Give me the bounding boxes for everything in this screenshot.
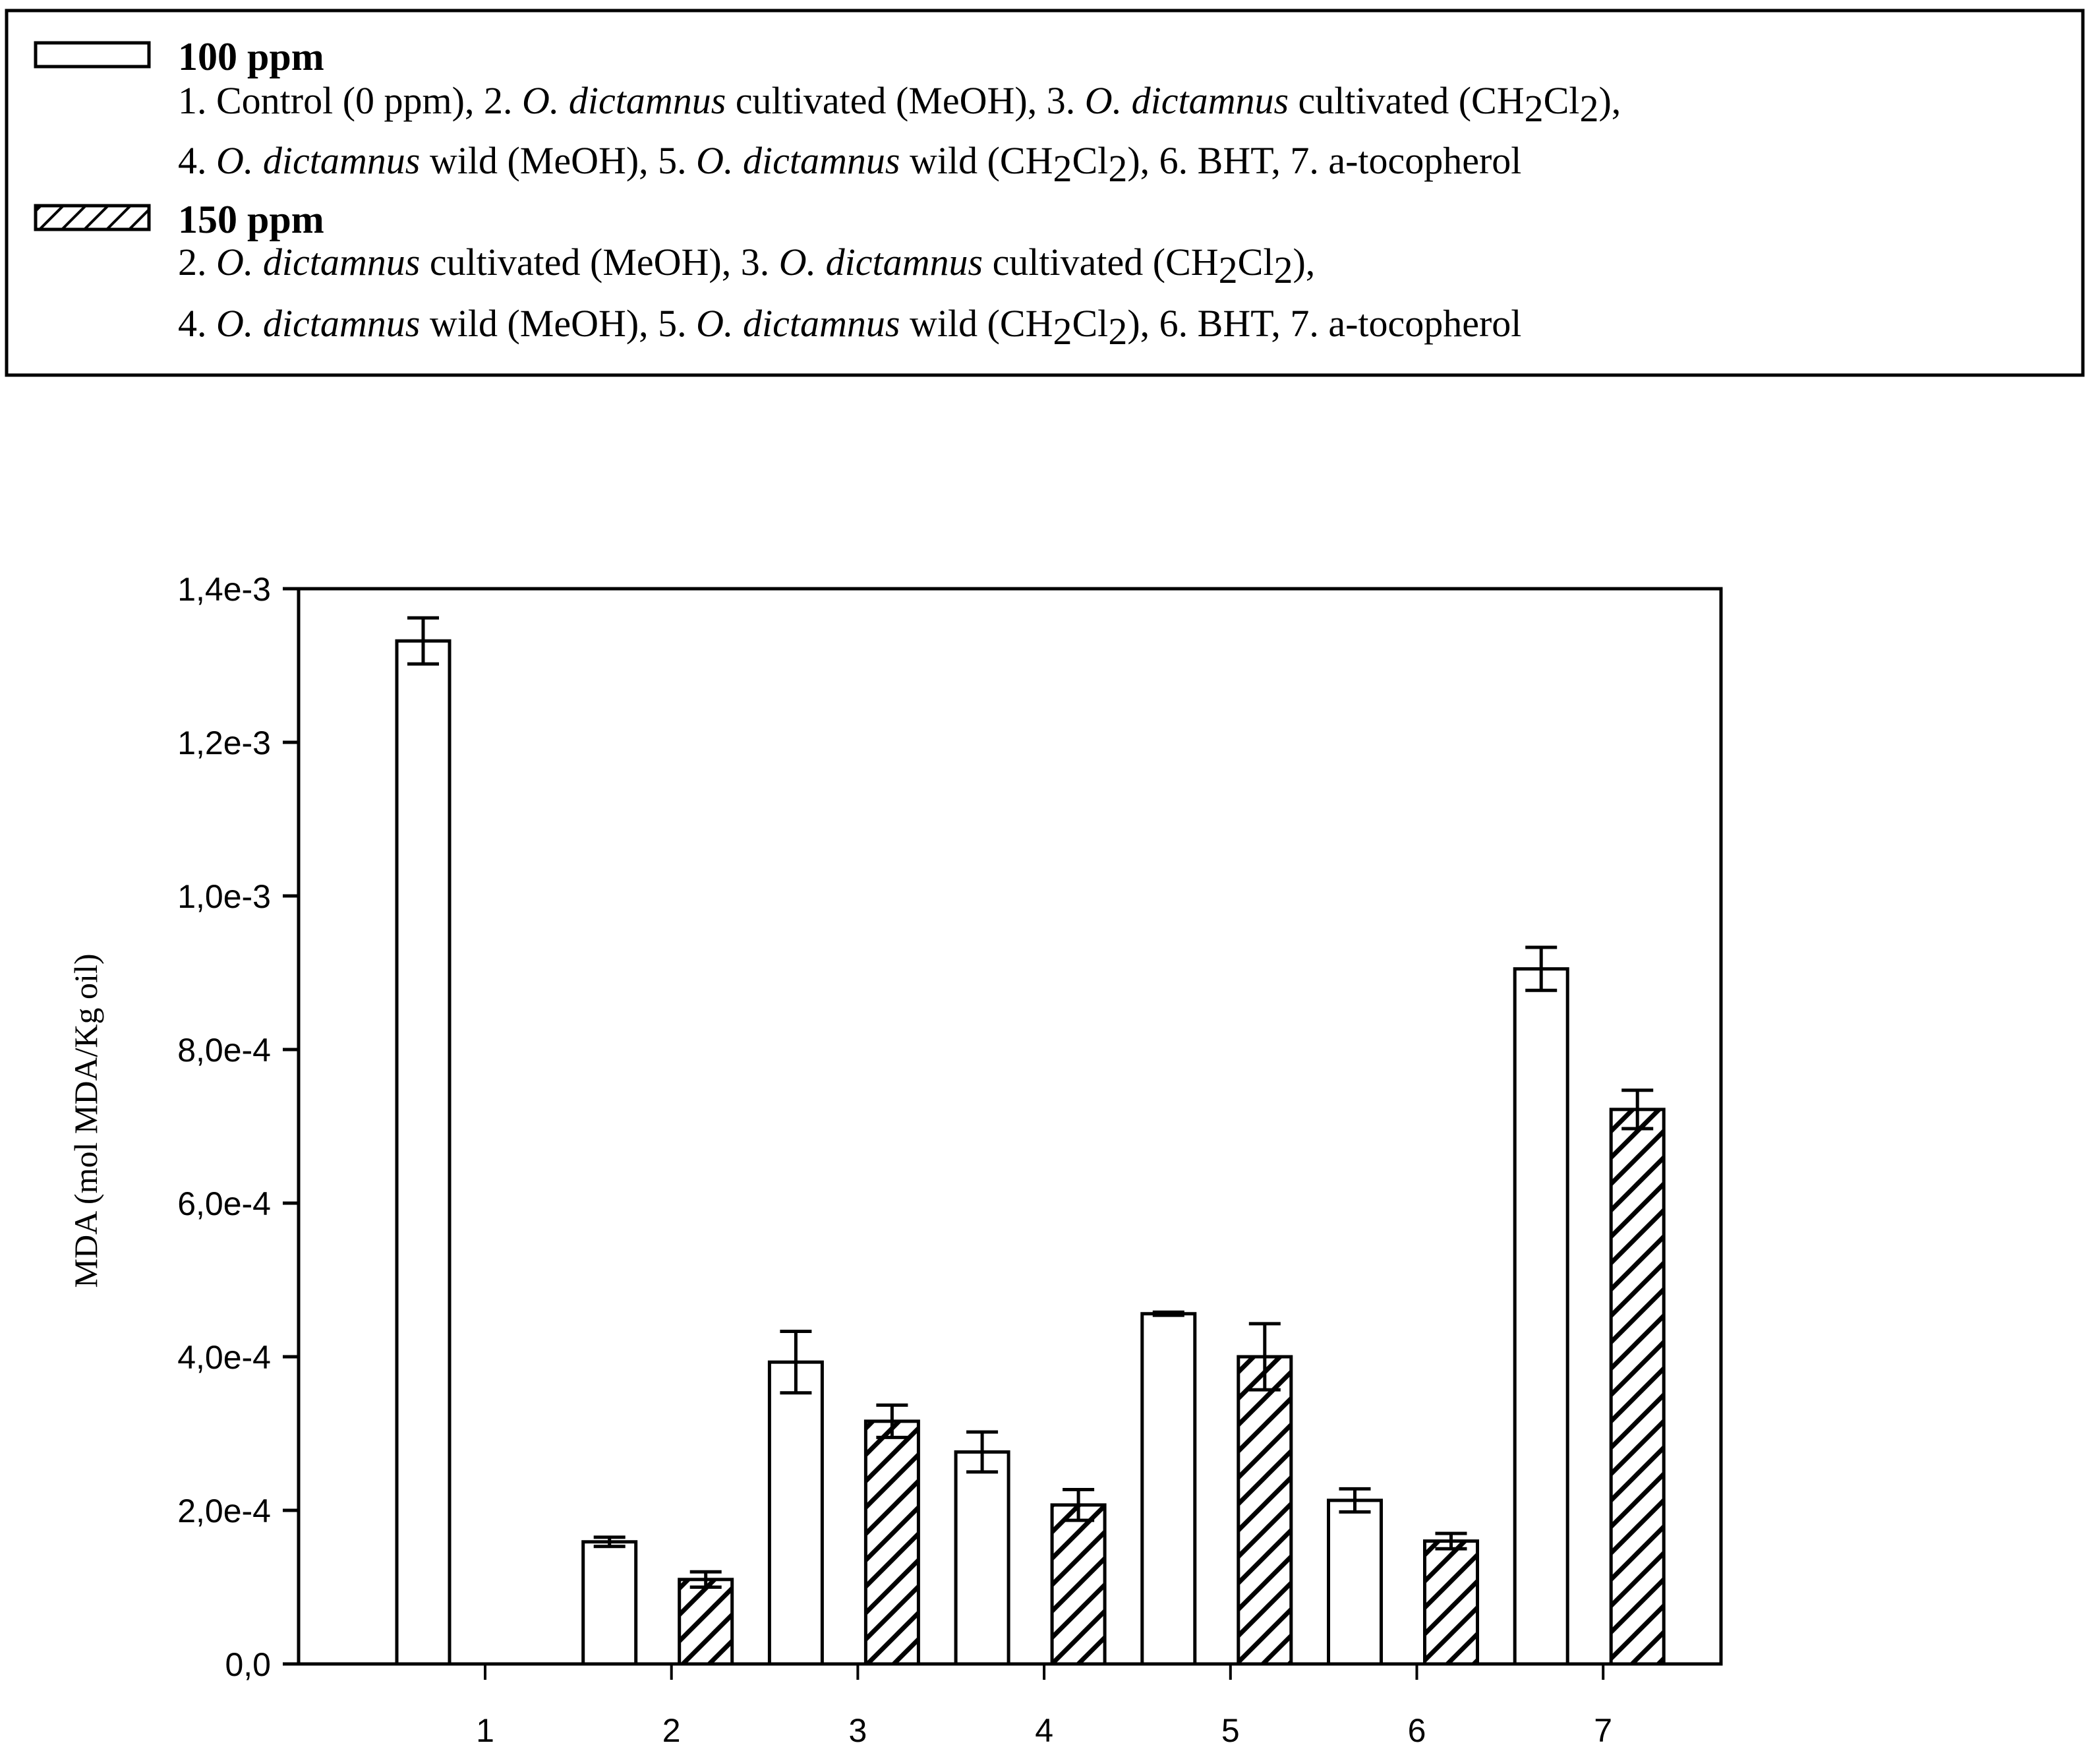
bar-150ppm-5 <box>1239 1324 1291 1664</box>
y-tick-label: 1,2e-3 <box>177 725 271 761</box>
x-tick-label: 3 <box>848 1712 867 1749</box>
bar-100ppm-7 <box>1515 947 1567 1664</box>
y-tick-label: 6,0e-4 <box>177 1185 271 1222</box>
x-tick-label: 5 <box>1221 1712 1240 1749</box>
legend-title-150ppm: 150 ppm <box>178 198 324 241</box>
legend-line: 2. O. dictamnus cultivated (MeOH), 3. O. dictamnus cultivated (CH2Cl2), <box>178 241 1316 291</box>
x-tick-label: 4 <box>1035 1712 1054 1749</box>
x-tick-label: 2 <box>662 1712 681 1749</box>
y-tick-label: 8,0e-4 <box>177 1032 271 1069</box>
y-tick-label: 2,0e-4 <box>177 1493 271 1529</box>
legend-swatch-150ppm <box>36 206 149 229</box>
bar-100ppm-2 <box>583 1537 636 1664</box>
bar-100ppm-6 <box>1329 1489 1382 1664</box>
bar-100ppm-3 <box>769 1332 822 1664</box>
x-tick-label: 7 <box>1594 1712 1613 1749</box>
legend-title-100ppm: 100 ppm <box>178 35 324 78</box>
y-tick-label: 0,0 <box>225 1646 271 1683</box>
y-tick-label: 1,4e-3 <box>177 571 271 608</box>
x-tick-label: 6 <box>1407 1712 1426 1749</box>
legend-swatch-100ppm <box>36 43 149 67</box>
y-axis <box>177 571 299 1683</box>
legend-line: 4. O. dictamnus wild (MeOH), 5. O. dictamnus wild (CH2Cl2), 6. BHT, 7. a-tocopherol <box>178 302 1522 353</box>
y-tick-label: 4,0e-4 <box>177 1339 271 1376</box>
x-tick-label: 1 <box>476 1712 494 1749</box>
bars <box>397 618 1664 1664</box>
bar-150ppm-7 <box>1611 1090 1664 1664</box>
error-bar <box>1153 1312 1184 1315</box>
legend-line: 4. O. dictamnus wild (MeOH), 5. O. dictamnus wild (CH2Cl2), 6. BHT, 7. a-tocopherol <box>178 139 1522 190</box>
plot-area <box>177 571 1721 1749</box>
legend-line: 1. Control (0 ppm), 2. O. dictamnus cultivated (MeOH), 3. O. dictamnus cultivated (CH2Cl2), <box>178 79 1621 130</box>
bar-150ppm-4 <box>1052 1490 1105 1664</box>
bar-100ppm-5 <box>1142 1312 1195 1664</box>
y-tick-label: 1,0e-3 <box>177 878 271 915</box>
legend <box>7 11 2083 375</box>
bar-150ppm-3 <box>865 1405 918 1664</box>
y-axis-title: MDA (mol MDA/Kg oil) <box>67 953 104 1288</box>
bar-100ppm-4 <box>956 1432 1008 1664</box>
x-axis <box>476 1664 1612 1749</box>
bar-150ppm-2 <box>680 1572 732 1664</box>
bar-150ppm-6 <box>1425 1533 1478 1664</box>
bar-100ppm-1 <box>397 618 450 1664</box>
